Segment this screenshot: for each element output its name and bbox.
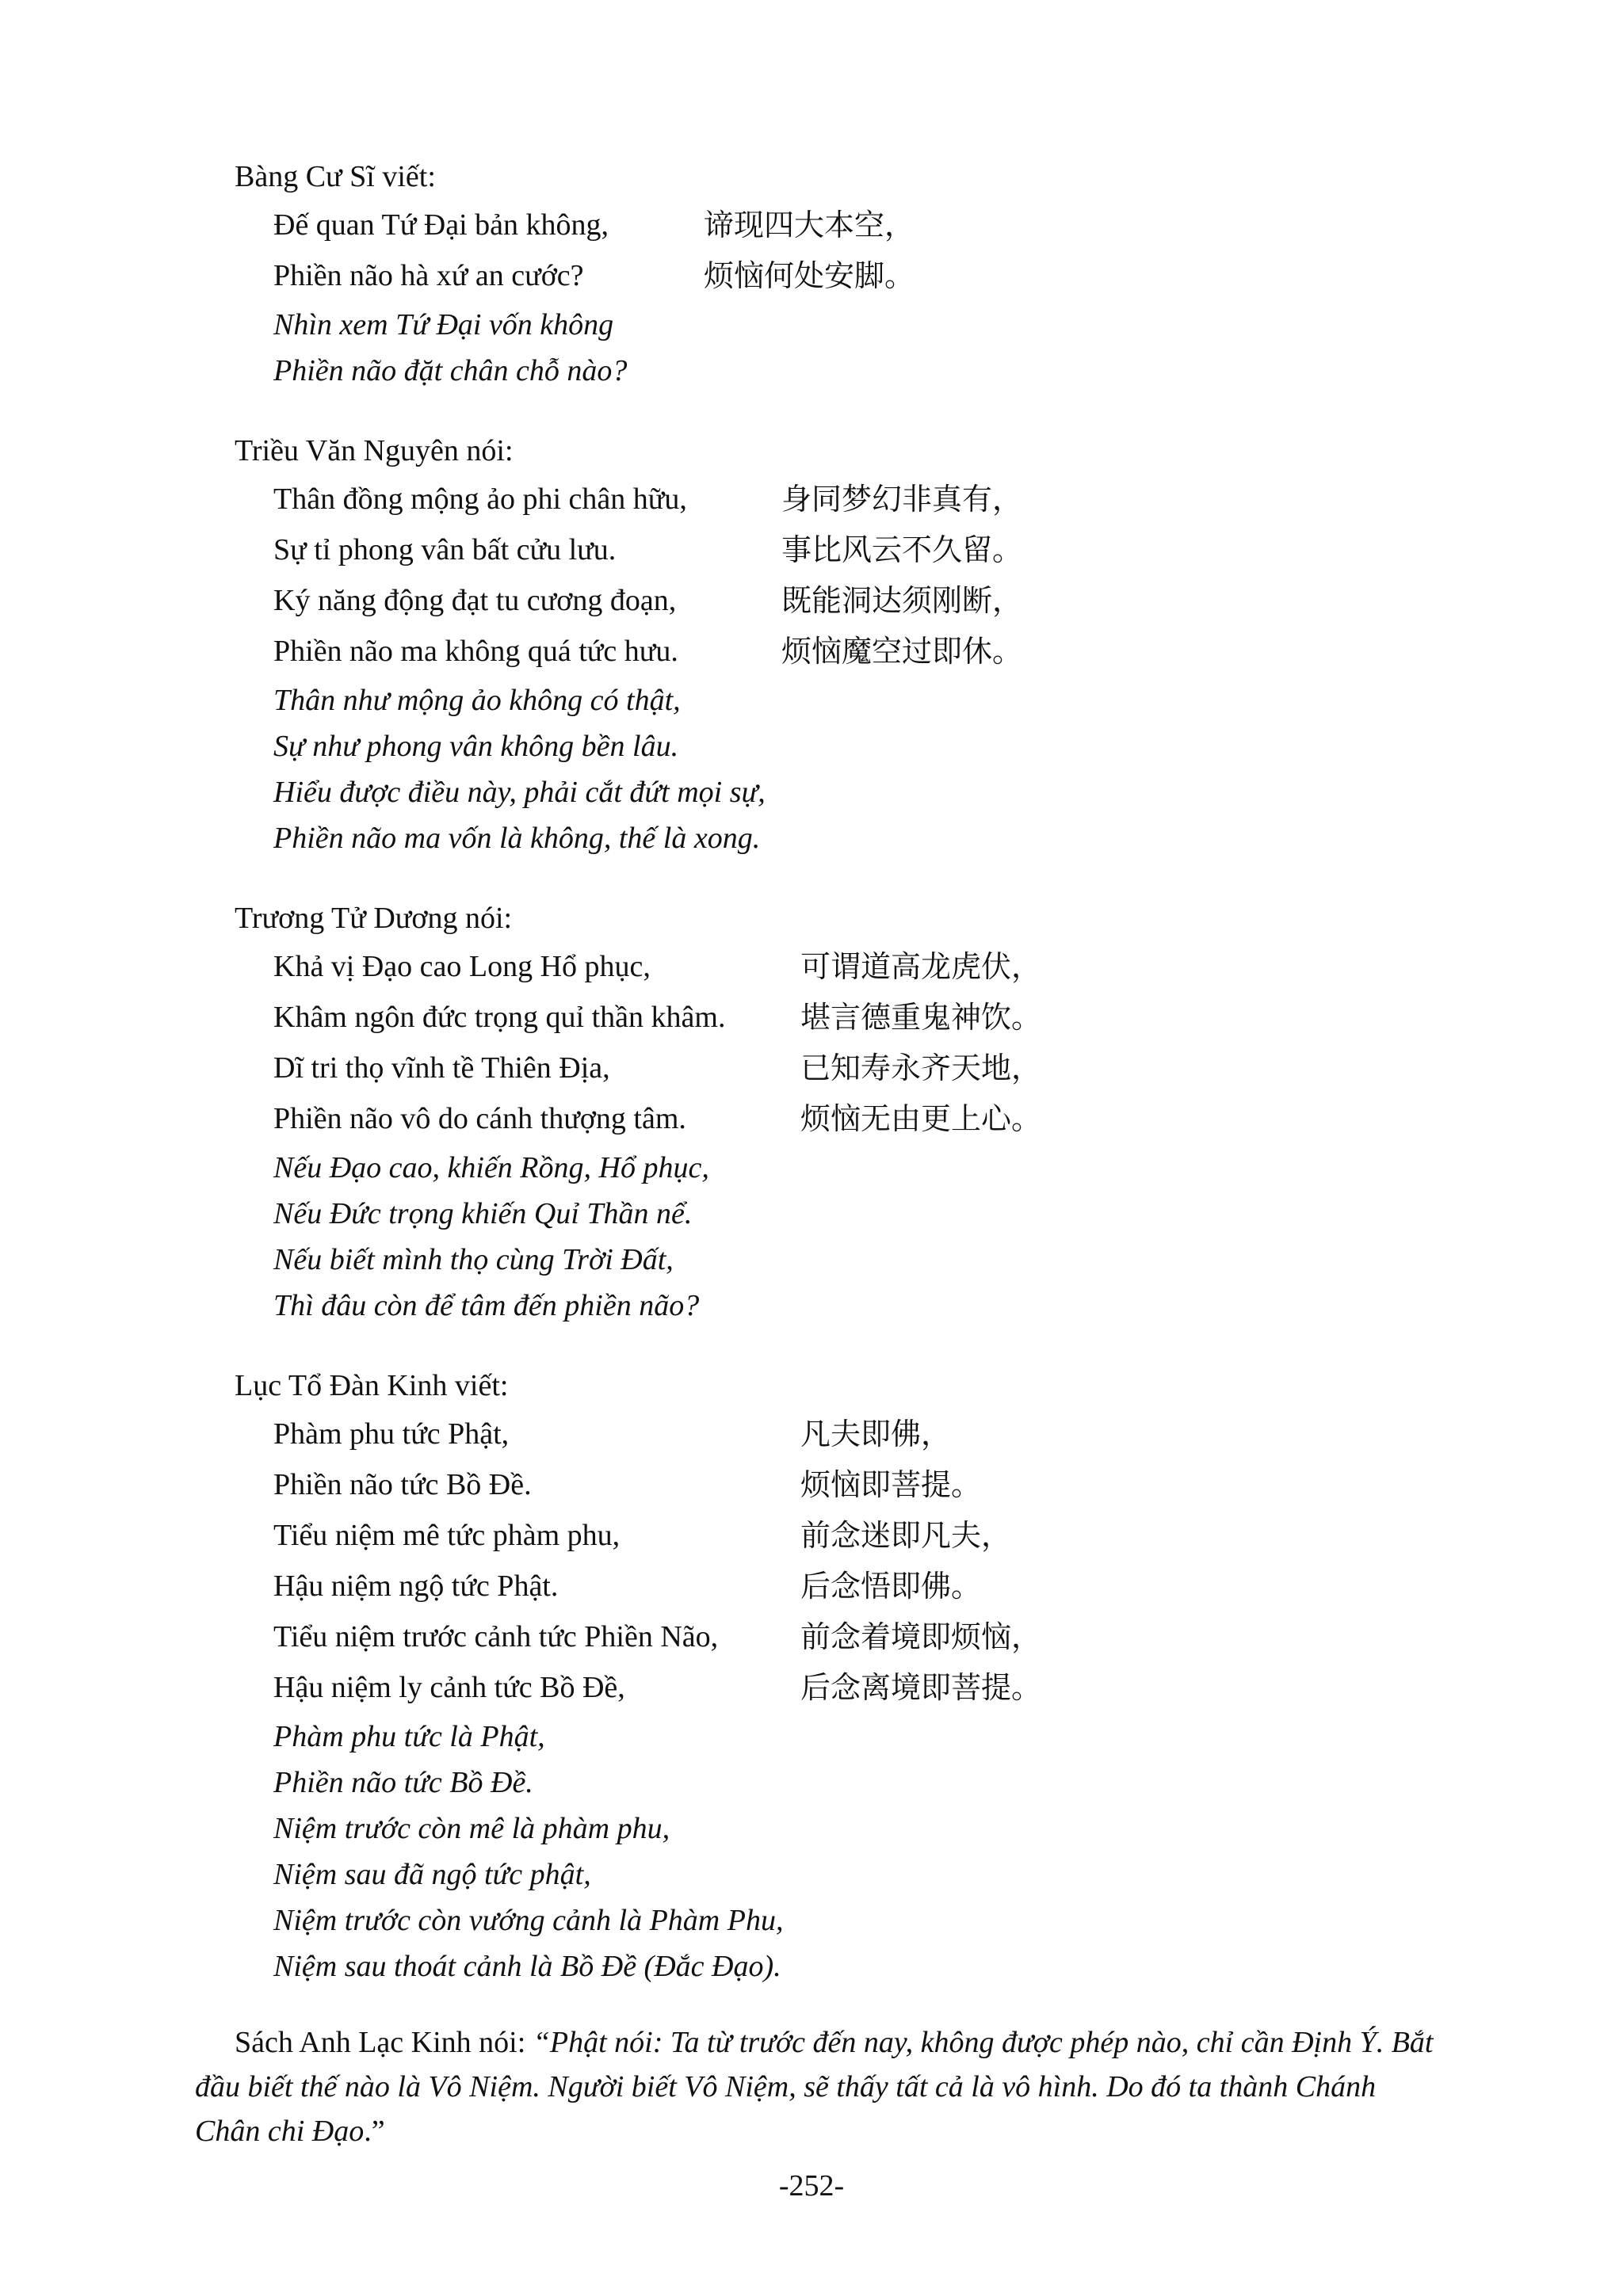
closing-paragraph [195,2020,1447,2153]
verse-viet: Hậu niệm ngộ tức Phật. [273,1569,559,1603]
translation-line: Thân như mộng ảo không có thật, [273,684,681,717]
translation-line: Thì đâu còn để tâm đến phiền não? [273,1289,700,1322]
verse-han: 前念着境即烦恼， [800,1619,1042,1654]
verse-han: 后念悟即佛。 [800,1569,982,1604]
closing-quote: “Phật nói: Ta từ trước đến nay, không được phép nào, chỉ cần Định Ý. Bắt đầu biết thế nào là Vô Niệm. Người biết Vô Niệm, sẽ thấy tất cả là vô hình. Do đó ta thành Chánh Chân chi Đạo [195,2026,1434,2148]
translation-line: Phiền não ma vốn là không, thế là xong. [273,822,761,855]
verse-han: 谛现四大本空， [704,208,915,242]
closing-lead: Sách Anh Lạc Kinh nói: [235,2026,533,2059]
verse-viet: Phiền não ma không quá tức hưu. [273,635,678,668]
translation-line: Phàm phu tức là Phật, [273,1720,545,1753]
translation-line: Nếu Đạo cao, khiến Rồng, Hổ phục, [273,1151,709,1184]
verse-viet: Ký năng động đạt tu cương đoạn, [273,584,677,617]
translation-line: Sự như phong vân không bền lâu. [273,730,679,763]
verse-viet: Phiền não tức Bồ Đề. [273,1468,532,1501]
verse-viet: Khả vị Đạo cao Long Hổ phục, [273,950,651,983]
translation-line: Hiểu được điều này, phải cắt đứt mọi sự, [273,776,766,809]
translation-line: Nếu Đức trọng khiến Quỉ Thần nể. [273,1197,693,1230]
section-heading: Triều Văn Nguyên nói: [235,434,514,467]
translation-line: Niệm trước còn vướng cảnh là Phàm Phu, [273,1904,784,1937]
verse-han: 烦恼即菩提。 [800,1467,982,1502]
translation-line: Niệm trước còn mê là phàm phu, [273,1812,670,1845]
section-heading: Lục Tổ Đàn Kinh viết: [235,1369,509,1402]
verse-han: 烦恼魔空过即休。 [781,634,1023,669]
translation-line: Niệm sau đã ngộ tức phật, [273,1858,591,1891]
translation-line: Nhìn xem Tứ Đại vốn không [273,308,614,341]
verse-han: 已知寿永齐天地， [800,1051,1042,1085]
verse-viet: Tiểu niệm trước cảnh tức Phiền Não, [273,1620,719,1653]
verse-han: 前念迷即凡夫， [800,1518,1012,1553]
verse-viet: Phiền não vô do cánh thượng tâm. [273,1102,686,1135]
translation-line: Phiền não tức Bồ Đề. [273,1766,533,1799]
verse-han: 烦恼何处安脚。 [704,258,915,293]
translation-line: Niệm sau thoát cảnh là Bồ Đề (Đắc Đạo). [273,1950,781,1983]
section-heading: Trương Tử Dương nói: [235,902,513,935]
section-heading: Bàng Cư Sĩ viết: [235,160,436,193]
verse-viet: Phàm phu tức Phật, [273,1417,510,1451]
translation-line: Phiền não đặt chân chỗ nào? [273,354,628,387]
verse-viet: Đế quan Tứ Đại bản không, [273,208,609,242]
translation-line: Nếu biết mình thọ cùng Trời Đất, [273,1243,674,1276]
closing-tail: .” [364,2115,385,2148]
verse-viet: Sự tỉ phong vân bất cửu lưu. [273,533,617,566]
verse-viet: Dĩ tri thọ vĩnh tề Thiên Địa, [273,1051,610,1085]
verse-han: 身同梦幻非真有， [781,482,1023,517]
page-number: -252- [778,2169,845,2203]
verse-han: 凡夫即佛， [800,1417,952,1451]
verse-viet: Hậu niệm ly cảnh tức Bồ Đề, [273,1671,625,1704]
verse-han: 烦恼无由更上心。 [800,1101,1042,1136]
verse-han: 既能洞达须刚断， [781,583,1023,618]
verse-viet: Khâm ngôn đức trọng quỉ thần khâm. [273,1001,726,1034]
verse-han: 堪言德重鬼神饮。 [800,1000,1042,1035]
verse-han: 可谓道高龙虎伏， [800,949,1042,984]
verse-viet: Tiểu niệm mê tức phàm phu, [273,1519,621,1552]
verse-han: 事比风云不久留。 [781,532,1023,567]
verse-viet: Thân đồng mộng ảo phi chân hữu, [273,482,687,516]
verse-viet: Phiền não hà xứ an cước? [273,259,584,292]
verse-han: 后念离境即菩提。 [800,1670,1042,1705]
